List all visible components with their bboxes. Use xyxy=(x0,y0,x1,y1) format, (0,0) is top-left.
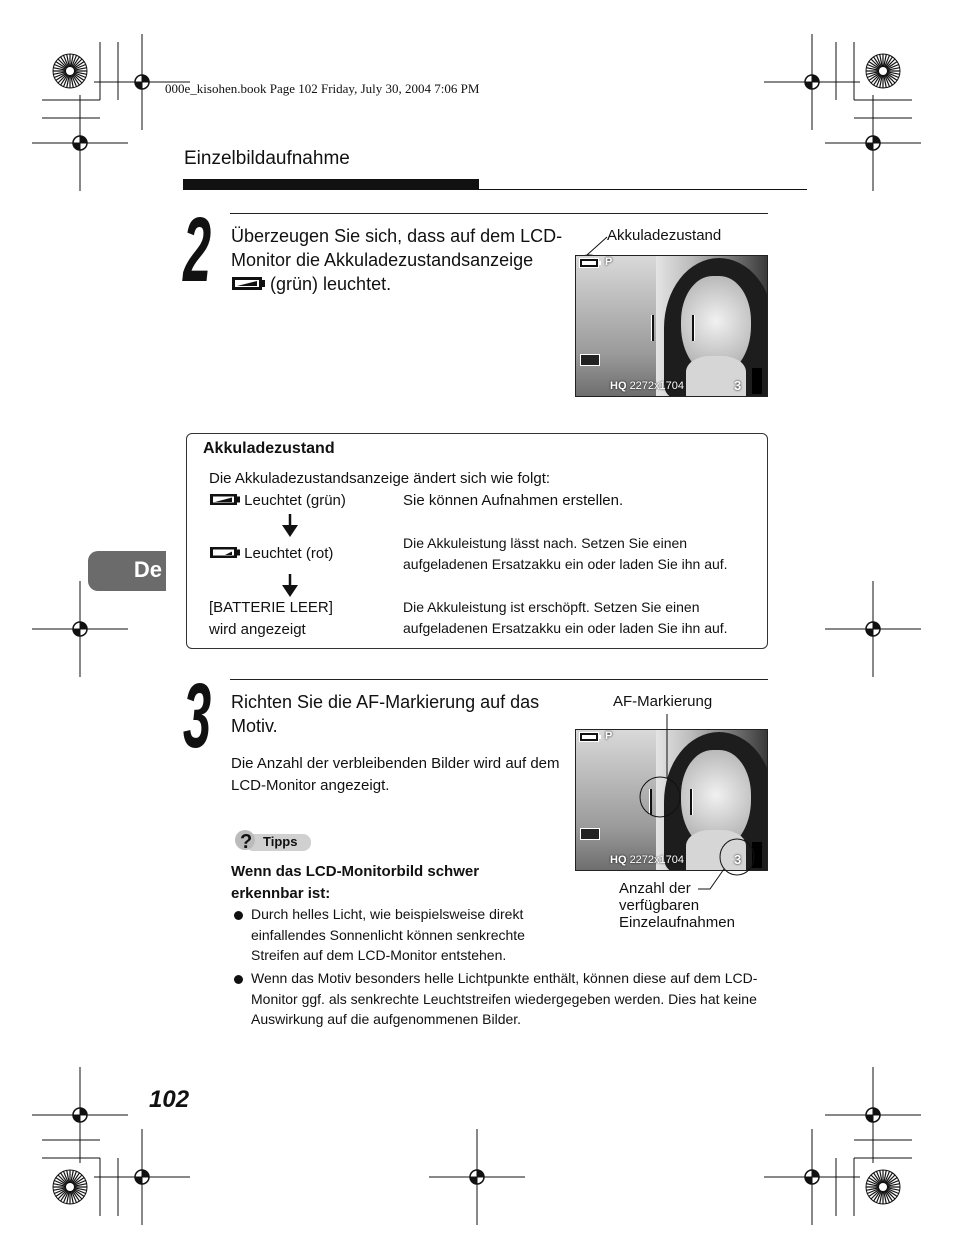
battery-row-1-state-text: Leuchtet (grün) xyxy=(244,492,346,509)
page-number: 102 xyxy=(149,1086,190,1113)
language-tab-label: De xyxy=(133,557,162,582)
callout-frames-label: Anzahl der verfügbaren Einzelaufnahmen xyxy=(619,880,735,931)
lcd-resolution: 2272x1704 xyxy=(629,854,685,866)
step-2-text-b: (grün) leuchtet. xyxy=(270,274,392,294)
down-arrow-icon xyxy=(280,574,300,598)
step-2-number: 2 xyxy=(183,199,211,301)
step-3-rule xyxy=(230,679,768,680)
lcd-memory-icon xyxy=(580,354,600,366)
down-arrow-icon xyxy=(280,514,300,538)
callout-lines-step3 xyxy=(620,712,770,897)
step-3-text: Richten Sie die AF-Markierung auf das Motiv. xyxy=(231,692,540,736)
section-title: Einzelbildaufnahme xyxy=(184,148,350,169)
battery-full-icon xyxy=(231,276,265,291)
battery-row-2-state xyxy=(209,543,333,565)
lcd-memory-icon xyxy=(580,828,600,840)
lcd-quality-text: HQ xyxy=(610,854,627,866)
battery-row-2-state-text: Leuchtet (rot) xyxy=(244,545,334,562)
af-mark xyxy=(652,315,694,341)
step-2-rule xyxy=(230,213,768,214)
lcd-quality-text: HQ xyxy=(610,380,627,392)
lcd-frames: 3 xyxy=(734,852,742,867)
step-3-number: 3 xyxy=(183,665,211,767)
battery-low-icon xyxy=(209,546,240,559)
lcd-frames: 3 xyxy=(734,378,742,393)
tip-bullet-1: Durch helles Licht, wie beispielsweise direkt einfallendes Sonnenlicht können senkrechte Streifen auf dem LCD-Monitor entstehen. xyxy=(251,906,525,963)
svg-text:?: ? xyxy=(240,831,253,852)
lcd-quality xyxy=(610,380,684,392)
tip-bullet-2: Wenn das Motiv besonders helle Lichtpunkte enthält, können diese auf dem LCD-Monitor ggf. als senkrechte Leuchtstreifen wiedergegeben werden. Dies hat keine Auswirkung auf die aufgenommenen Bilder. xyxy=(251,970,758,1027)
step-2-text xyxy=(231,224,566,296)
battery-row-1-desc: Sie können Aufnahmen erstellen. xyxy=(403,492,624,509)
lcd-mode: P xyxy=(605,256,613,268)
tips-label: Tipps xyxy=(263,834,298,849)
bullet-icon xyxy=(234,975,243,984)
battery-full-icon xyxy=(209,493,240,506)
lcd-mode: P xyxy=(605,730,613,742)
battery-row-3-desc: Die Akkuleistung ist erschöpft. Setzen Sie einen aufgeladenen Ersatzakku ein oder laden Sie ihn auf. xyxy=(403,599,728,636)
callout-battery-label: Akkuladezustand xyxy=(607,227,722,244)
print-header: 000e_kisohen.book Page 102 Friday, July 30, 2004 7:06 PM xyxy=(165,81,480,96)
battery-row-3-state: [BATTERIE LEER] wird angezeigt xyxy=(209,599,333,638)
battery-box-intro: Die Akkuladezustandsanzeige ändert sich wie folgt: xyxy=(209,470,551,487)
lcd-preview-1 xyxy=(575,255,768,397)
battery-row-2-desc: Die Akkuleistung lässt nach. Setzen Sie einen aufgeladenen Ersatzakku ein oder laden Sie ihn auf. xyxy=(403,535,728,572)
lcd-battery-icon xyxy=(579,258,601,271)
title-bar xyxy=(183,179,479,190)
battery-row-1-state xyxy=(209,490,346,512)
language-tab xyxy=(88,551,166,591)
battery-box-title: Akkuladezustand xyxy=(203,440,335,457)
tips-heading: Wenn das LCD-Monitorbild schwer erkennbar ist: xyxy=(231,863,480,902)
lcd-resolution: 2272x1704 xyxy=(629,380,685,392)
bullet-icon xyxy=(234,911,243,920)
step-2-text-a: Überzeugen Sie sich, dass auf dem LCD-Monitor die Akkuladezustandsanzeige xyxy=(231,226,563,270)
lcd-battery-icon xyxy=(579,732,601,745)
title-rule xyxy=(479,189,807,190)
step-3-subtext: Die Anzahl der verbleibenden Bilder wird auf dem LCD-Monitor angezeigt. xyxy=(231,755,560,794)
callout-af-label: AF-Markierung xyxy=(613,693,713,710)
